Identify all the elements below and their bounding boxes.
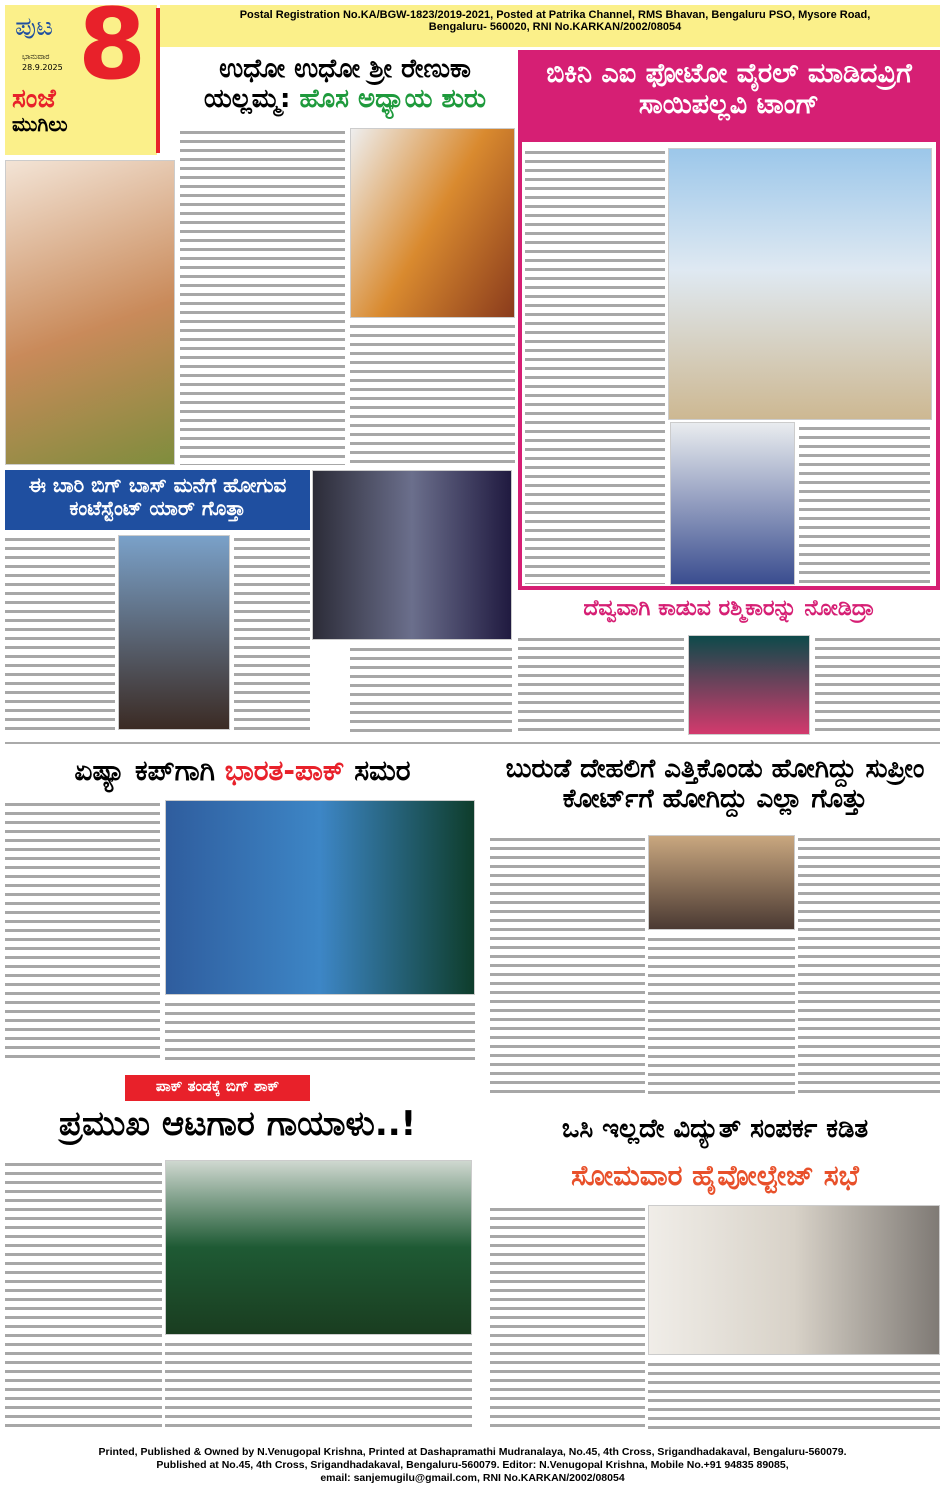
pak-body bbox=[5, 1160, 162, 1430]
bouquet-photo bbox=[670, 422, 795, 585]
page-word: ಪುಟ bbox=[15, 12, 54, 42]
date: 28.9.2025 bbox=[22, 63, 63, 72]
headline-part: ಉಧೋ ಉಧೋ ಶ್ರೀ ರೇಣುಕಾ ಯಲ್ಲಮ್ಮ: bbox=[203, 54, 471, 114]
footer-line: Printed, Published & Owned by N.Venugopal Krishna, Printed at Dashapramathi Mudranalaya, No.45, 4th Cross, Srigandhadakaval, Bengaluru-560079. bbox=[98, 1446, 847, 1458]
burude-body bbox=[490, 835, 645, 1095]
saipallavi-caption bbox=[799, 424, 930, 584]
biggboss-body-2 bbox=[234, 535, 310, 730]
power-headline-1: ಒಸಿ ಇಲ್ಲದೇ ವಿದ್ಯುತ್ ಸಂಪರ್ಕ ಕಡಿತ bbox=[561, 1114, 869, 1144]
footer bbox=[0, 1446, 945, 1485]
serial-cast-photo bbox=[350, 128, 515, 318]
rashmika-body bbox=[518, 635, 684, 735]
divider bbox=[5, 742, 940, 744]
renuka-body bbox=[180, 128, 345, 465]
burude-headline: ಬುರುಡೆ ದೇಹಲಿಗೆ ಎತ್ತಿಕೊಂಡು ಹೋಗಿದ್ದು ಸುಪ್ರೀಂ ಕೋರ್ಟ್‌ಗೆ ಹೋಗಿದ್ದು ಎಲ್ಲಾ ಗೊತ್ತು bbox=[505, 754, 925, 814]
burude-body-3 bbox=[798, 835, 940, 1095]
pak-kicker: ಪಾಕ್ ತಂಡಕ್ಕೆ ಬಿಗ್ ಶಾಕ್ bbox=[125, 1075, 310, 1101]
asiacup-body-2 bbox=[165, 1000, 475, 1060]
cm-dcm-photo bbox=[648, 1205, 940, 1355]
rashmika-headline: ದೆವ್ವವಾಗಿ ಕಾಡುವ ರಶ್ಮಿಕಾರನ್ನು ನೋಡಿದ್ರಾ bbox=[583, 596, 875, 621]
paper-name-1: ಸಂಜೆ bbox=[12, 84, 56, 114]
page-number: 8 bbox=[78, 0, 147, 102]
footer-line: Published at No.45, 4th Cross, Srigandhadakaval, Bengaluru-560079. Editor: N.Venugopal Krishna, Mobile No.+91 94835 89085, bbox=[156, 1459, 789, 1471]
renuka-body-2 bbox=[350, 322, 515, 465]
beach-photo bbox=[668, 148, 932, 420]
postal-registration: Postal Registration No.KA/BGW-1823/2019-2021, Posted at Patrika Channel, RMS Bhavan, Bengaluru PSO, Mysore Road, Bengaluru- 560020, RNI No.KARKAN/2002/08054 bbox=[239, 9, 871, 33]
actresses-photo bbox=[312, 470, 512, 640]
pak-headline: ಪ್ರಮುಖ ಆಟಗಾರ ಗಾಯಾಳು..! bbox=[58, 1104, 417, 1144]
headline-part: ಹೊಸ ಅಧ್ಯಾಯ ಶುರು bbox=[299, 83, 487, 114]
day: ಭಾನುವಾರ bbox=[22, 52, 50, 61]
burude-body-2 bbox=[648, 935, 795, 1095]
rashmika-body-2 bbox=[815, 635, 940, 735]
power-body-2 bbox=[648, 1360, 940, 1430]
biggboss-headline: ಈ ಬಾರಿ ಬಿಗ್ ಬಾಸ್ ಮನೆಗೆ ಹೋಗುವ ಕಂಟೆಸ್ಟೆಂಟ್ ಯಾರ್ ಗೊತ್ತಾ bbox=[5, 470, 310, 530]
cricket-photo bbox=[165, 800, 475, 995]
headline-part: ಏಷ್ಯಾ ಕಪ್‌ಗಾಗಿ bbox=[74, 754, 215, 787]
headline-part: ಭಾರತ-ಪಾಕ್ bbox=[224, 754, 345, 787]
mother-baby-photo bbox=[5, 160, 175, 465]
saipallavi-headline: ಬಿಕಿನಿ ಎಐ ಫೋಟೋ ವೈರಲ್ ಮಾಡಿದವ್ರಿಗೆ ಸಾಯಿಪಲ್ಲವಿ ಟಾಂಗ್ bbox=[518, 50, 940, 142]
saipallavi-body bbox=[525, 148, 665, 584]
headline-part: ಸಮರ bbox=[354, 754, 411, 787]
footer-line: email: sanjemugilu@gmail.com, RNI No.KARKAN/2002/08054 bbox=[320, 1472, 625, 1484]
biggboss-body bbox=[5, 535, 115, 730]
power-headline-2: ಸೋಮವಾರ ಹೈವೋಲ್ಟೇಜ್ ಸಭೆ bbox=[571, 1159, 859, 1192]
pak-team-photo bbox=[165, 1160, 472, 1335]
contestant-photo bbox=[118, 535, 230, 730]
pak-body-2 bbox=[165, 1340, 472, 1430]
asiacup-body bbox=[5, 800, 160, 1060]
renuka-headline bbox=[175, 55, 515, 115]
biggboss-body-3 bbox=[350, 645, 512, 735]
asiacup-headline bbox=[5, 755, 480, 787]
rashmika-photo bbox=[688, 635, 810, 735]
dk-photo bbox=[648, 835, 795, 930]
power-body bbox=[490, 1205, 645, 1430]
paper-name-2: ಮುಗಿಲು bbox=[12, 112, 68, 136]
